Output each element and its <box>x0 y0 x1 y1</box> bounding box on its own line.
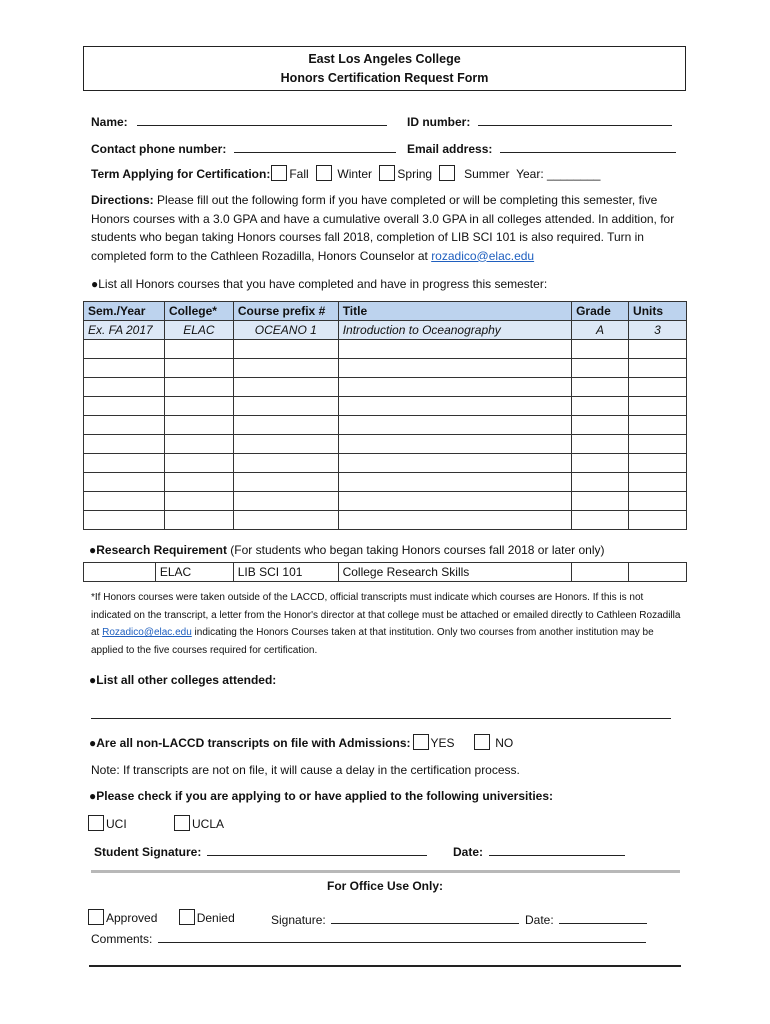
office-signature-field[interactable] <box>331 911 519 924</box>
course-row <box>84 378 687 397</box>
uci-label: UCI <box>106 817 127 831</box>
director-email-link[interactable]: Rozadico@elac.edu <box>102 627 192 638</box>
email-label: Email address: <box>407 142 493 156</box>
list-instruction: ●List all Honors courses that you have completed and have in progress this semester: <box>91 277 548 291</box>
course-row <box>84 340 687 359</box>
example-college: ELAC <box>164 321 233 340</box>
term-row <box>91 165 600 181</box>
course-cell[interactable] <box>338 397 571 416</box>
col-college: College* <box>164 302 233 321</box>
course-cell[interactable] <box>572 511 629 530</box>
student-date-field[interactable] <box>489 843 625 856</box>
course-cell[interactable] <box>233 454 338 473</box>
course-row <box>84 435 687 454</box>
course-cell[interactable] <box>338 416 571 435</box>
name-field[interactable] <box>137 113 387 126</box>
office-date-row <box>525 911 647 927</box>
example-grade: A <box>572 321 629 340</box>
course-cell[interactable] <box>572 378 629 397</box>
course-cell[interactable] <box>84 378 165 397</box>
course-row <box>84 416 687 435</box>
research-table <box>83 562 687 582</box>
year-field[interactable]: Year: ________ <box>516 167 601 181</box>
course-cell[interactable] <box>233 416 338 435</box>
ucla-checkbox[interactable] <box>174 815 190 831</box>
winter-label: Winter <box>337 167 373 181</box>
research-note: (For students who began taking Honors courses fall 2018 or later only) <box>226 543 605 557</box>
office-title: For Office Use Only: <box>326 879 444 893</box>
denied-checkbox[interactable] <box>179 909 195 925</box>
comments-label: Comments: <box>91 932 153 946</box>
col-sem-year: Sem./Year <box>84 302 165 321</box>
phone-label: Contact phone number: <box>91 142 227 156</box>
directions-label: Directions: <box>91 193 154 207</box>
approved-checkbox[interactable] <box>88 909 104 925</box>
example-title: Introduction to Oceanography <box>338 321 571 340</box>
research-prefix-cell: LIB SCI 101 <box>233 563 338 582</box>
fall-label: Fall <box>289 167 309 181</box>
course-cell[interactable] <box>572 492 629 511</box>
course-row <box>84 473 687 492</box>
summer-label: Summer <box>464 167 510 181</box>
course-cell[interactable] <box>233 511 338 530</box>
phone-row <box>91 140 396 156</box>
office-signature-label: Signature: <box>271 913 326 927</box>
example-prefix: OCEANO 1 <box>233 321 338 340</box>
fall-checkbox[interactable] <box>271 165 287 181</box>
course-cell[interactable] <box>338 454 571 473</box>
approved-label: Approved <box>106 911 158 925</box>
course-cell[interactable] <box>164 492 233 511</box>
id-label: ID number: <box>407 115 471 129</box>
course-cell[interactable] <box>629 397 687 416</box>
col-title: Title <box>338 302 571 321</box>
course-cell[interactable] <box>338 435 571 454</box>
directions <box>91 191 691 265</box>
student-date-row <box>453 843 625 859</box>
email-row <box>407 140 676 156</box>
course-row <box>84 492 687 511</box>
course-cell[interactable] <box>164 435 233 454</box>
course-row <box>84 454 687 473</box>
name-row <box>91 113 387 129</box>
universities-question: ●Please check if you are applying to or have applied to the following universities: <box>89 789 554 803</box>
student-date-label: Date: <box>453 845 484 859</box>
course-cell[interactable] <box>572 473 629 492</box>
research-sem-cell[interactable] <box>84 563 156 582</box>
office-signature-row <box>271 911 519 927</box>
course-cell[interactable] <box>233 473 338 492</box>
course-cell[interactable] <box>84 435 165 454</box>
course-cell[interactable] <box>164 454 233 473</box>
phone-field[interactable] <box>234 140 396 153</box>
course-cell[interactable] <box>164 340 233 359</box>
footnote <box>91 589 681 659</box>
no-checkbox[interactable] <box>474 734 490 750</box>
transcripts-row <box>89 734 513 750</box>
research-grade-cell[interactable] <box>572 563 629 582</box>
email-field[interactable] <box>500 140 676 153</box>
col-course-prefix: Course prefix # <box>233 302 338 321</box>
student-signature-row <box>94 843 427 859</box>
course-cell[interactable] <box>164 473 233 492</box>
course-row <box>84 359 687 378</box>
name-label: Name: <box>91 115 128 129</box>
example-sem: Ex. FA 2017 <box>84 321 165 340</box>
spring-label: Spring <box>397 167 433 181</box>
research-college-cell: ELAC <box>155 563 233 582</box>
id-row <box>407 113 672 129</box>
course-cell[interactable] <box>164 397 233 416</box>
no-label: NO <box>495 736 514 750</box>
office-date-label: Date: <box>525 913 554 927</box>
course-cell[interactable] <box>338 492 571 511</box>
empty-course-rows <box>84 340 687 530</box>
summer-checkbox[interactable] <box>439 165 455 181</box>
col-grade: Grade <box>572 302 629 321</box>
research-heading: ●Research Requirement <box>89 543 227 557</box>
denied-label: Denied <box>196 911 235 925</box>
course-cell[interactable] <box>84 473 165 492</box>
transcripts-question: ●Are all non-LACCD transcripts on file with Admissions: <box>89 736 411 750</box>
course-cell[interactable] <box>629 473 687 492</box>
example-units: 3 <box>629 321 687 340</box>
comments-row <box>91 930 646 946</box>
courses-header-row <box>84 302 687 321</box>
course-cell[interactable] <box>233 397 338 416</box>
course-cell[interactable] <box>233 359 338 378</box>
course-cell[interactable] <box>338 359 571 378</box>
yes-label: YES <box>430 736 455 750</box>
course-cell[interactable] <box>572 340 629 359</box>
course-cell[interactable] <box>572 397 629 416</box>
yes-checkbox[interactable] <box>413 734 429 750</box>
course-cell[interactable] <box>572 416 629 435</box>
course-cell[interactable] <box>233 340 338 359</box>
winter-checkbox[interactable] <box>316 165 332 181</box>
course-cell[interactable] <box>84 511 165 530</box>
course-cell[interactable] <box>338 473 571 492</box>
course-cell[interactable] <box>629 435 687 454</box>
course-cell[interactable] <box>629 359 687 378</box>
course-cell[interactable] <box>164 359 233 378</box>
form-title: Honors Certification Request Form <box>280 71 489 85</box>
id-number-field[interactable] <box>478 113 672 126</box>
course-cell[interactable] <box>84 492 165 511</box>
course-cell[interactable] <box>233 378 338 397</box>
course-cell[interactable] <box>233 435 338 454</box>
bottom-rule <box>89 965 681 967</box>
course-cell[interactable] <box>572 435 629 454</box>
courses-table <box>83 301 687 530</box>
col-units: Units <box>629 302 687 321</box>
office-decision-row <box>84 909 235 925</box>
course-cell[interactable] <box>338 511 571 530</box>
other-colleges-label: ●List all other colleges attended: <box>89 673 277 687</box>
student-signature-field[interactable] <box>207 843 427 856</box>
spring-checkbox[interactable] <box>379 165 395 181</box>
course-cell[interactable] <box>233 492 338 511</box>
universities-options <box>84 815 224 831</box>
course-cell[interactable] <box>629 454 687 473</box>
counselor-email-link[interactable]: rozadico@elac.edu <box>431 248 535 263</box>
form-header <box>83 46 686 91</box>
term-label: Term Applying for Certification: <box>91 167 271 181</box>
course-cell[interactable] <box>84 416 165 435</box>
directions-text: Please fill out the following form if you have completed or will be completing this semester, five Honors courses with a 3.0 GPA and have a cumulative overall 3.0 GPA in all colleges attended. In addition, for students who began taking Honors courses fall 2018, completion of LIB SCI 101 is also required. Turn in completed form to the Cathleen Rozadilla, Honors Counselor at <box>91 193 675 263</box>
course-cell[interactable] <box>84 340 165 359</box>
ucla-label: UCLA <box>192 817 225 831</box>
research-row <box>84 563 687 582</box>
transcripts-note: Note: If transcripts are not on file, it will cause a delay in the certification process. <box>91 763 520 777</box>
course-row <box>84 397 687 416</box>
course-cell[interactable] <box>629 511 687 530</box>
course-cell[interactable] <box>629 492 687 511</box>
research-heading-row <box>89 543 605 557</box>
office-date-field[interactable] <box>559 911 647 924</box>
example-row <box>84 321 687 340</box>
course-cell[interactable] <box>629 340 687 359</box>
course-cell[interactable] <box>84 359 165 378</box>
course-cell[interactable] <box>164 416 233 435</box>
uci-checkbox[interactable] <box>88 815 104 831</box>
footnote-text-1: *If Honors courses were taken outside of the LACCD, official transcripts must indicate which courses are Honors. If this is not indicated on the transcript, a letter from the Honor's director at that college must be attached or emailed directly to Cathleen Rozadilla at <box>91 592 681 638</box>
college-name: East Los Angeles College <box>308 52 461 66</box>
course-cell[interactable] <box>338 340 571 359</box>
course-cell[interactable] <box>572 359 629 378</box>
comments-field[interactable] <box>158 930 646 943</box>
course-row <box>84 511 687 530</box>
research-title-cell: College Research Skills <box>338 563 572 582</box>
course-cell[interactable] <box>629 416 687 435</box>
course-cell[interactable] <box>338 378 571 397</box>
course-cell[interactable] <box>84 397 165 416</box>
footnote-text-2: indicating the Honors Courses taken at that institution. Only two courses from another institution may be applied to the five courses required for certification. <box>91 627 654 656</box>
course-cell[interactable] <box>629 378 687 397</box>
research-units-cell[interactable] <box>629 563 687 582</box>
course-cell[interactable] <box>164 378 233 397</box>
other-colleges-field[interactable] <box>91 718 671 719</box>
course-cell[interactable] <box>572 454 629 473</box>
course-cell[interactable] <box>164 511 233 530</box>
course-cell[interactable] <box>84 454 165 473</box>
student-signature-label: Student Signature: <box>94 845 202 859</box>
office-divider <box>91 870 680 873</box>
